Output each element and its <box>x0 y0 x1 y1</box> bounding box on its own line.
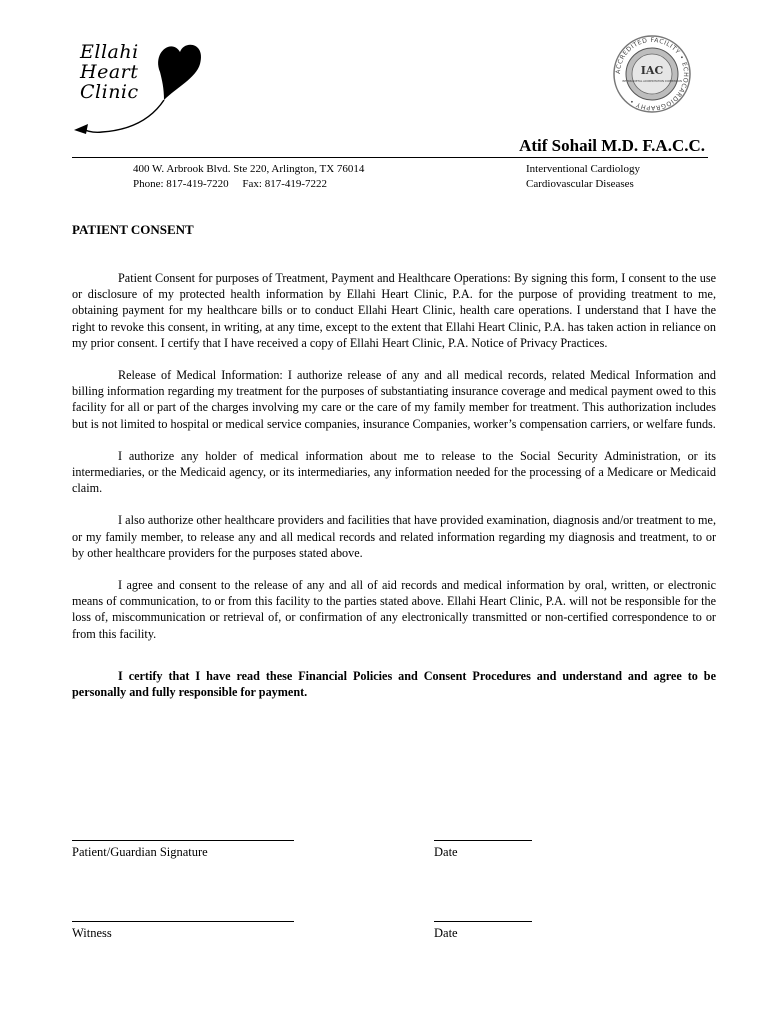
consent-body <box>72 270 716 716</box>
clinic-phone-fax: Phone: 817-419-7220 Fax: 817-419-7222 <box>133 178 328 190</box>
date-label-1: Date <box>434 845 458 859</box>
consent-paragraph: I also authorize other healthcare providers and facilities that have provided examination, diagnosis and/or treatment to me, or my family member, to release any and all medical records and related information regarding my diagnosis and treatment, to or by other healthcare providers for the purposes stated above. <box>72 513 716 560</box>
date-field-2[interactable] <box>434 921 532 941</box>
patient-signature-field[interactable] <box>72 840 294 860</box>
doctor-name: Atif Sohail M.D. F.A.C.C. <box>519 136 705 155</box>
logo-line-2: Heart <box>80 61 139 83</box>
clinic-address: 400 W. Arbrook Blvd. Ste 220, Arlington, TX 76014 <box>133 163 365 175</box>
accreditation-seal-icon <box>612 34 692 114</box>
seal-ring-text: ACCREDITED FACILITY • ECHOCARDIOGRAPHY • <box>614 36 690 112</box>
logo-line-3: Clinic <box>80 81 139 103</box>
seal-sub-text: INTERSOCIETAL ACCREDITATION COMMISSION <box>622 80 682 83</box>
date-field-1[interactable] <box>434 840 532 860</box>
consent-paragraph: I authorize any holder of medical information about me to release to the Social Security Administration, or its intermediaries, or the Medicaid agency, or its intermediaries, any information needed for the processing of a Medicare or Medicaid claim. <box>72 448 716 496</box>
certification-statement: I certify that I have read these Financial Policies and Consent Procedures and understand and agree to be personally and fully responsible for payment. <box>72 668 716 700</box>
date-line-2[interactable] <box>434 921 532 922</box>
clinic-address-block <box>133 162 364 192</box>
patient-signature-label: Patient/Guardian Signature <box>72 845 208 859</box>
patient-signature-line[interactable] <box>72 840 294 841</box>
witness-label: Witness <box>72 926 112 940</box>
consent-paragraph: I agree and consent to the release of any and all of aid records and medical information by oral, written, or electronic means of communication, to or from this facility to the parties stated above. Ellahi Heart Clinic, P.A. will not be responsible for the loss of, miscommunication or retrieval of, or confirmation of any electronically transmitted or non-certified correspondence to or from this facility. <box>72 578 716 641</box>
seal-center-text: IAC <box>640 64 664 77</box>
consent-paragraph: Release of Medical Information: I authorize release of any and all medical records, related Medical Information and billing information regarding my treatment for the purposes of substantiating insurance coverage and medical payment owed to this facility for all or part of the charges involving my care or the care of my family member for treatment. This authorization includes but is not limited to hospital or medical service companies, insurance Companies, worker’s compensation carriers, or welfare funds. <box>72 368 716 431</box>
page-title: PATIENT CONSENT <box>72 222 194 237</box>
witness-signature-line[interactable] <box>72 921 294 922</box>
date-line-1[interactable] <box>434 840 532 841</box>
header-divider <box>72 157 708 158</box>
logo-line-1: Ellahi <box>80 41 139 63</box>
specialty-block <box>526 162 640 192</box>
specialty-1: Interventional Cardiology <box>526 163 640 175</box>
clinic-logo <box>72 38 212 140</box>
date-label-2: Date <box>434 926 458 940</box>
heart-icon <box>72 38 212 140</box>
specialty-2: Cardiovascular Diseases <box>526 178 634 190</box>
witness-signature-field[interactable] <box>72 921 294 941</box>
consent-paragraph: Patient Consent for purposes of Treatment, Payment and Healthcare Operations: By signing this form, I consent to the use or disclosure of my protected health information by Ellahi Heart Clinic, P.A. for the purpose of providing treatment to me, obtaining payment for my healthcare bills or to conduct Ellahi Heart Clinic, health care operations. I understand that I have the right to revoke this consent, in writing, at any time, except to the extent that Ellahi Heart Clinic, P.A. has taken action in reliance on my prior consent. I certify that I have received a copy of Ellahi Heart Clinic, P.A. Notice of Privacy Practices. <box>72 271 716 350</box>
